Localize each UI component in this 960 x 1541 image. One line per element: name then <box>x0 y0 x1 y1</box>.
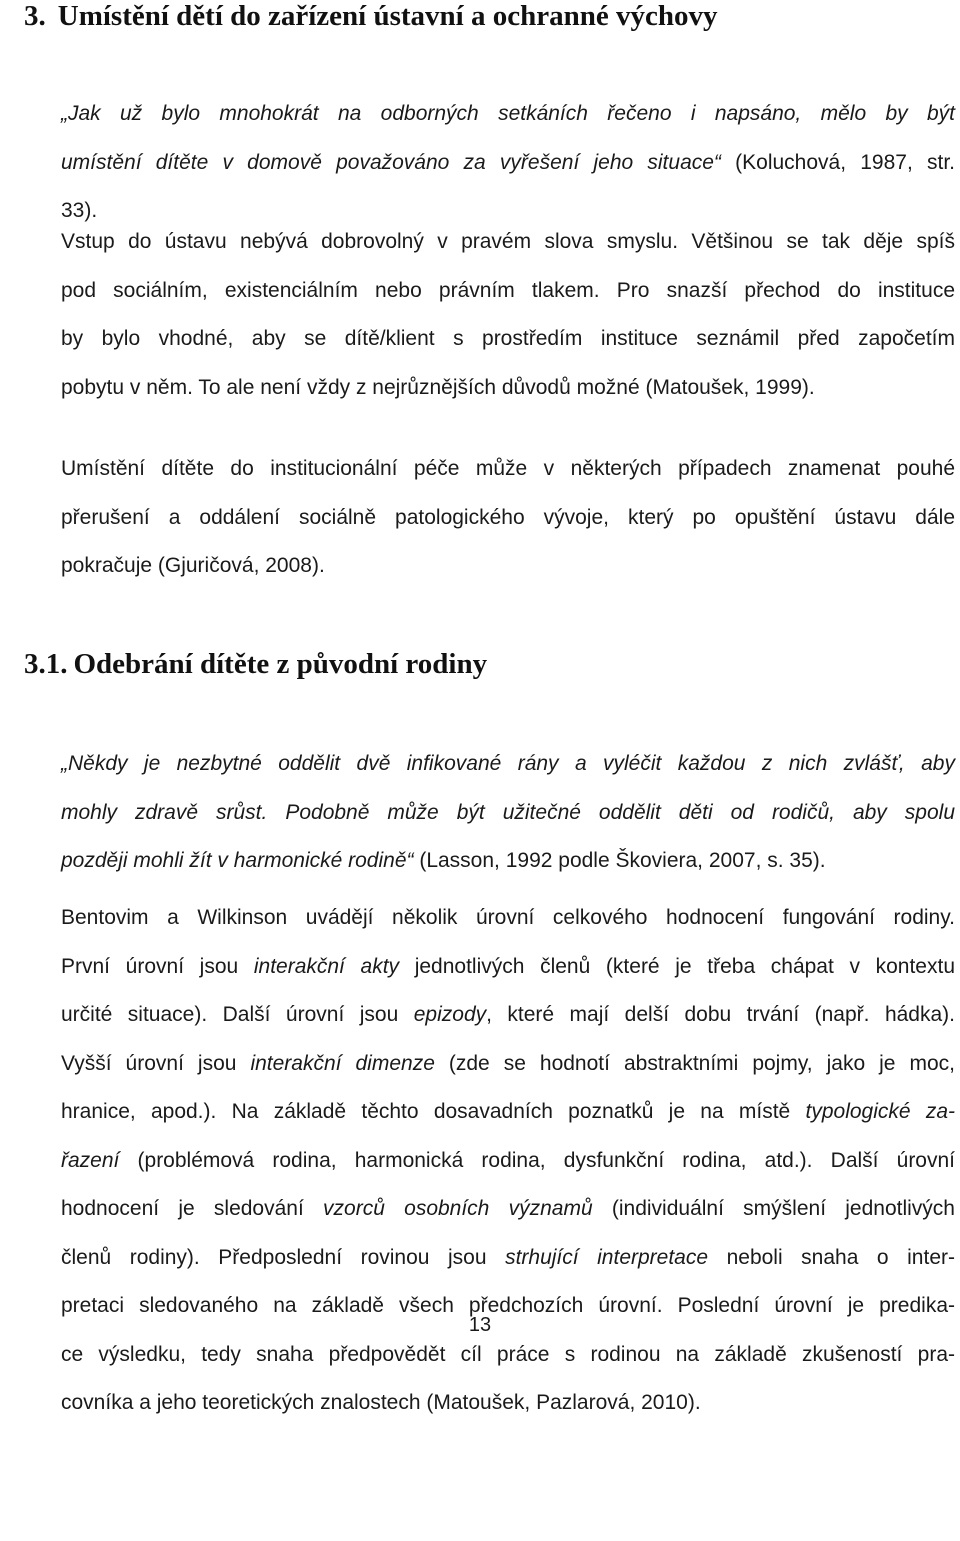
paragraph-line: Vyšší úrovní jsou interakční dimenze (zde se hodnotí abstraktními pojmy, jako je moc, <box>61 1051 955 1075</box>
paragraph-entry <box>61 218 955 412</box>
section-heading <box>24 644 944 684</box>
chapter-heading <box>24 0 944 34</box>
quote-line: 33). <box>61 199 98 222</box>
paragraph-line: pobytu v něm. To ale není vždy z nejrůznějších důvodů možné (Matoušek, 1999). <box>61 375 815 399</box>
chapter-title: Umístění dětí do zařízení ústavní a ochranné výchovy <box>57 0 718 32</box>
paragraph-institutional-care <box>61 445 955 591</box>
paragraph-line: Bentovim a Wilkinson uvádějí několik úrovní celkového hodnocení fungování rodiny. <box>61 906 955 929</box>
quote-line: „Někdy je nezbytné oddělit dvě infikované rány a vyléčit každou z nich zvlášť, aby <box>61 752 955 775</box>
quote-line: „Jak už bylo mnohokrát na odborných setkáních řečeno i napsáno, mělo by být <box>61 102 955 125</box>
paragraph-line: ce výsledku, tedy snaha předpovědět cíl práce s rodinou na základě zkušeností pra- <box>61 1342 955 1366</box>
paragraph-line: První úrovní jsou interakční akty jednotlivých členů (které je třeba chápat v kontextu <box>61 954 955 978</box>
quote-line: umístění dítěte v domově považováno za vyřešení jeho situace“ (Koluchová, 1987, str. <box>61 150 955 174</box>
section-title: Odebrání dítěte z původní rodiny <box>73 648 488 680</box>
section-number: 3.1. <box>24 648 68 680</box>
quote-lasson <box>61 740 955 886</box>
paragraph-line: určité situace). Další úrovní jsou epizody, které mají delší dobu trvání (např. hádka). <box>61 1003 955 1026</box>
paragraph-line: pretaci sledovaného na základě všech předchozích úrovní. Poslední úrovní je predika- <box>61 1294 955 1317</box>
paragraph-line: by bylo vhodné, aby se dítě/klient s prostředím instituce seznámil před započetím <box>61 327 955 350</box>
paragraph-line: přerušení a oddálení sociálně patologického vývoje, který po opuštění ústavu dále <box>61 505 955 529</box>
quote-koluchova <box>61 90 955 236</box>
paragraph-line: hodnocení je sledování vzorců osobních významů (individuální smýšlení jednotlivých <box>61 1197 955 1220</box>
quote-line: mohly zdravě srůst. Podobně může být užitečné oddělit děti od rodičů, aby spolu <box>61 800 955 824</box>
paragraph-line: Umístění dítěte do institucionální péče může v některých případech znamenat pouhé <box>61 457 955 480</box>
paragraph-line: členů rodiny). Předposlední rovinou jsou strhující interpretace neboli snaha o inter- <box>61 1245 955 1269</box>
paragraph-line: hranice, apod.). Na základě těchto dosavadních poznatků je na místě typologické za- <box>61 1100 955 1123</box>
chapter-number: 3. <box>24 0 46 32</box>
paragraph-line: pokračuje (Gjuričová, 2008). <box>61 554 325 577</box>
paragraph-line: pod sociálním, existenciálním nebo právním tlakem. Pro snazší přechod do instituce <box>61 278 955 302</box>
paragraph-bentovim <box>61 894 955 1428</box>
quote-line: později mohli žít v harmonické rodině“ (Lasson, 1992 podle Škoviera, 2007, s. 35). <box>61 849 826 872</box>
paragraph-line: covníka a jeho teoretických znalostech (Matoušek, Pazlarová, 2010). <box>61 1391 701 1414</box>
paragraph-line: řazení (problémová rodina, harmonická rodina, dysfunkční rodina, atd.). Další úrovní <box>61 1148 955 1172</box>
page-number: 13 <box>468 1314 492 1336</box>
paragraph-line: Vstup do ústavu nebývá dobrovolný v pravém slova smyslu. Většinou se tak děje spíš <box>61 230 955 253</box>
